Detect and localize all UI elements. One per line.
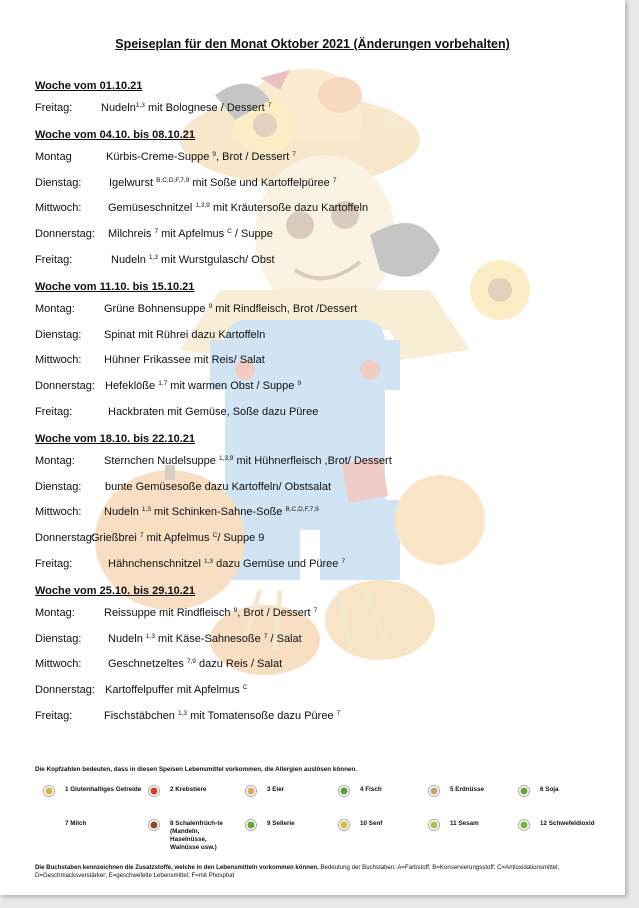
menu-day-row <box>35 177 595 189</box>
menu-day-row <box>35 380 595 392</box>
dish-name: Kartoffelpuffer mit Apfelmus <box>105 684 243 697</box>
dish-description <box>108 202 368 214</box>
dish-text: mit Kräutersoße dazu Kartoffeln <box>209 202 369 215</box>
dish-text: mit Apfelmus <box>143 532 213 545</box>
day-label: Freitag: <box>35 557 73 570</box>
dish-description <box>105 684 247 696</box>
dish-description <box>104 710 340 722</box>
dish-name: Fischstäbchen <box>104 709 178 722</box>
crab-icon <box>147 785 161 797</box>
dish-name: bunte Gemüsesoße dazu Kartoffeln/ Obstsalat <box>105 480 332 493</box>
dish-text: mit Schinken-Sahne-Soße <box>150 506 286 519</box>
dish-name: Nudeln <box>108 632 146 645</box>
day-label: Donnerstag: <box>35 380 95 393</box>
dish-text: mit Soße und Kartoffelpüree <box>189 176 333 189</box>
additive-codes: C <box>227 228 232 236</box>
so2-icon <box>517 819 531 831</box>
peanut-icon <box>427 785 441 797</box>
fish-icon <box>337 785 351 797</box>
dish-description <box>108 658 282 670</box>
dish-description <box>109 177 336 189</box>
additives-footnote <box>35 864 605 880</box>
day-label: Montag: <box>35 303 75 315</box>
day-label: Freitag: <box>35 102 73 114</box>
dish-name: Nudeln <box>101 102 136 114</box>
dish-name: Grüne Bohnensuppe <box>104 303 209 315</box>
dish-text: , Brot / Dessert <box>237 607 314 619</box>
menu-day-row <box>35 354 595 366</box>
dish-text-end: / Suppe <box>231 228 273 241</box>
nut-icon <box>147 819 161 831</box>
dish-name: Spinat mit Rührei dazu Kartoffeln <box>104 328 266 341</box>
dish-text: mit Bolognese / Dessert <box>144 102 268 114</box>
celery-icon <box>244 819 258 831</box>
dish-text: mit Rindfleisch, Brot /Dessert <box>212 303 358 315</box>
additives-footnote-bold: Die Buchstaben kennzeichnen die Zusatzstoffe, welche in den Lebensmitteln vorkommen können. <box>35 864 319 871</box>
allergen-legend-item: 11 Sesam <box>450 820 479 827</box>
additive-codes: 7 <box>292 151 297 158</box>
allergen-codes: 1,3 <box>145 632 155 640</box>
sesame-icon <box>427 819 441 831</box>
dish-name: Nudeln <box>111 253 149 266</box>
dish-text: dazu Reis / Salat <box>195 658 283 671</box>
additive-codes: 7 <box>336 709 341 717</box>
day-label: Freitag: <box>35 405 73 418</box>
day-label: Montag: <box>35 607 75 619</box>
dish-name: Hefeklöße <box>105 380 159 393</box>
dish-description <box>105 481 331 493</box>
additive-codes: C <box>212 532 218 540</box>
dish-name: Hackbraten mit Gemüse, Soße dazu Püree <box>108 405 319 418</box>
additive-codes: 7 <box>341 557 346 565</box>
additive-codes: B,C,D,F,7,9 <box>285 506 319 514</box>
allergen-legend-item: 1 Glutenhaltiges Getreide <box>65 786 142 793</box>
menu-day-row <box>35 710 595 722</box>
allergen-legend-item: 3 Eier <box>267 786 285 793</box>
day-label: Dienstag: <box>35 176 82 189</box>
day-label: Donnerstag: <box>35 684 95 697</box>
dish-description <box>104 506 319 518</box>
dish-name: Igelwurst <box>109 176 157 189</box>
menu-day-row <box>35 481 595 493</box>
menu-day-row <box>35 406 595 418</box>
egg-icon <box>244 785 258 797</box>
soy-icon <box>517 785 531 797</box>
menu-day-row <box>35 228 595 240</box>
dish-description <box>104 303 357 315</box>
additives-footnote-text: Bedeutung der Buchstaben: A=Farbstoff; B=Konservierungsstoff; C=Antioxidationsmittel; D=Geschmacksverstärker; E=geschwefelte Lebensmittel; F=mit Phosphat <box>35 864 560 879</box>
dish-name: Sternchen Nudelsuppe <box>104 455 219 467</box>
menu-day-row <box>35 607 595 619</box>
dish-name: Reissuppe mit Rindfleisch <box>104 607 234 619</box>
allergen-codes: 9 <box>212 151 216 158</box>
week-heading: Woche vom 04.10. bis 08.10.21 <box>35 129 195 141</box>
day-label: Freitag: <box>35 709 73 722</box>
allergen-codes: 9 <box>233 607 238 614</box>
allergen-codes: 9 <box>208 303 213 310</box>
week-heading: Woche vom 11.10. bis 15.10.21 <box>35 281 195 293</box>
dish-name: Kürbis-Creme-Suppe <box>106 151 213 163</box>
day-label: Donnerstag: <box>35 532 95 545</box>
allergen-codes: B,C,D,F,7,9 <box>156 176 190 184</box>
allergen-codes: C <box>242 684 248 692</box>
mustard-icon <box>337 819 351 831</box>
additive-codes: 7 <box>267 102 272 109</box>
dish-text-end: / Salat <box>267 632 302 645</box>
allergen-codes: 1,3 <box>148 253 158 261</box>
dish-name: Geschnetzeltes <box>108 658 187 671</box>
week-heading: Woche vom 25.10. bis 29.10.21 <box>35 585 195 597</box>
allergen-codes: 1,3 <box>141 506 151 514</box>
allergen-codes: 1,3,9 <box>195 202 210 210</box>
page-title: Speiseplan für den Monat Oktober 2021 (Änderungen vorbehalten) <box>115 37 510 51</box>
dish-text: mit Käse-Sahnesoße <box>154 632 264 645</box>
week-heading: Woche vom 18.10. bis 22.10.21 <box>35 433 195 445</box>
dish-name: Grießbrei <box>91 532 140 545</box>
menu-day-row <box>35 506 595 518</box>
additive-codes: 7 <box>263 632 268 640</box>
allergen-legend-intro: Die Kopfzahlen bedeuten, dass in diesen Speisen Lebensmittel vorkommen, die Allergien auslösen können. <box>35 766 358 773</box>
menu-day-row <box>35 303 595 315</box>
day-label: Freitag: <box>35 253 73 266</box>
grain-icon <box>42 785 56 797</box>
dish-text-end: / Suppe 9 <box>217 532 265 545</box>
allergen-codes: 1,3,9 <box>218 455 234 462</box>
menu-day-row <box>35 102 595 114</box>
day-label: Mittwoch: <box>35 354 82 367</box>
allergen-codes: 1,3 <box>135 102 145 109</box>
allergen-codes: 1,3 <box>204 557 214 565</box>
dish-description <box>108 228 273 240</box>
allergen-codes: 1,7 <box>158 380 168 388</box>
menu-day-row <box>35 455 595 467</box>
dish-text: dazu Gemüse und Püree <box>213 557 342 570</box>
allergen-legend-item: 9 Sellerie <box>267 820 295 827</box>
day-label: Donnerstag: <box>35 228 95 241</box>
allergen-legend-item: 8 Schalenfrüch-te (Mandeln, Haselnüsse, Walnüsse usw.) <box>170 820 223 851</box>
menu-day-row <box>35 151 595 163</box>
dish-description <box>108 558 345 570</box>
dish-text: , Brot / Dessert <box>216 151 293 163</box>
dish-description <box>111 254 275 266</box>
dish-description <box>104 455 392 467</box>
menu-day-row <box>35 202 595 214</box>
allergen-legend-item: 5 Erdnüsse <box>450 786 484 793</box>
dish-text: mit warmen Obst / Suppe <box>167 380 298 393</box>
dish-name: Nudeln <box>104 506 142 519</box>
allergen-legend-item: 2 Krebstiere <box>170 786 207 793</box>
additive-codes: 7 <box>332 176 337 184</box>
day-label: Dienstag: <box>35 480 82 493</box>
day-label: Mittwoch: <box>35 202 82 215</box>
menu-day-row <box>35 329 595 341</box>
dish-description <box>104 354 265 366</box>
dish-text: mit Apfelmus <box>158 228 228 241</box>
dish-name: Hühner Frikassee mit Reis/ Salat <box>104 354 265 367</box>
allergen-codes: 7 <box>139 532 144 540</box>
day-label: Mittwoch: <box>35 506 82 519</box>
dish-description <box>105 380 301 392</box>
day-label: Montag <box>35 151 72 163</box>
dish-description <box>104 607 317 619</box>
additive-codes: 7 <box>313 607 318 614</box>
day-label: Montag: <box>35 455 75 467</box>
allergen-legend-item: 12 Schwefeldioxid <box>540 820 595 827</box>
dish-description <box>91 532 264 544</box>
dish-description <box>106 151 296 163</box>
day-label: Dienstag: <box>35 632 82 645</box>
day-label: Mittwoch: <box>35 658 82 671</box>
week-heading: Woche vom 01.10.21 <box>35 80 143 92</box>
day-label: Dienstag: <box>35 328 82 341</box>
dish-description <box>108 406 318 418</box>
menu-day-row <box>35 633 595 645</box>
dish-text: mit Tomatensoße dazu Püree <box>187 709 337 722</box>
allergen-legend-item: 4 Fisch <box>360 786 382 793</box>
dish-description <box>108 633 302 645</box>
allergen-legend-item: 7 Milch <box>65 820 87 827</box>
allergen-legend-item: 6 Soja <box>540 786 559 793</box>
dish-description <box>101 102 271 114</box>
dish-text: mit Wurstgulasch/ Obst <box>157 253 275 266</box>
dish-name: Milchreis <box>108 228 155 241</box>
menu-day-row <box>35 254 595 266</box>
menu-day-row <box>35 558 595 570</box>
menu-day-row <box>35 532 595 544</box>
allergen-legend-item: 10 Senf <box>360 820 383 827</box>
dish-name: Gemüseschnitzel <box>108 202 196 215</box>
dish-name: Hähnchenschnitzel <box>108 557 205 570</box>
menu-day-row <box>35 684 595 696</box>
dish-description <box>104 329 265 341</box>
dish-text: mit Hühnerfleisch ,Brot/ Dessert <box>233 455 392 467</box>
allergen-codes: 7 <box>154 228 159 236</box>
allergen-codes: 7,9 <box>186 658 196 666</box>
additive-codes: 9 <box>297 380 302 388</box>
menu-day-row <box>35 658 595 670</box>
allergen-codes: 1,3 <box>177 709 188 717</box>
